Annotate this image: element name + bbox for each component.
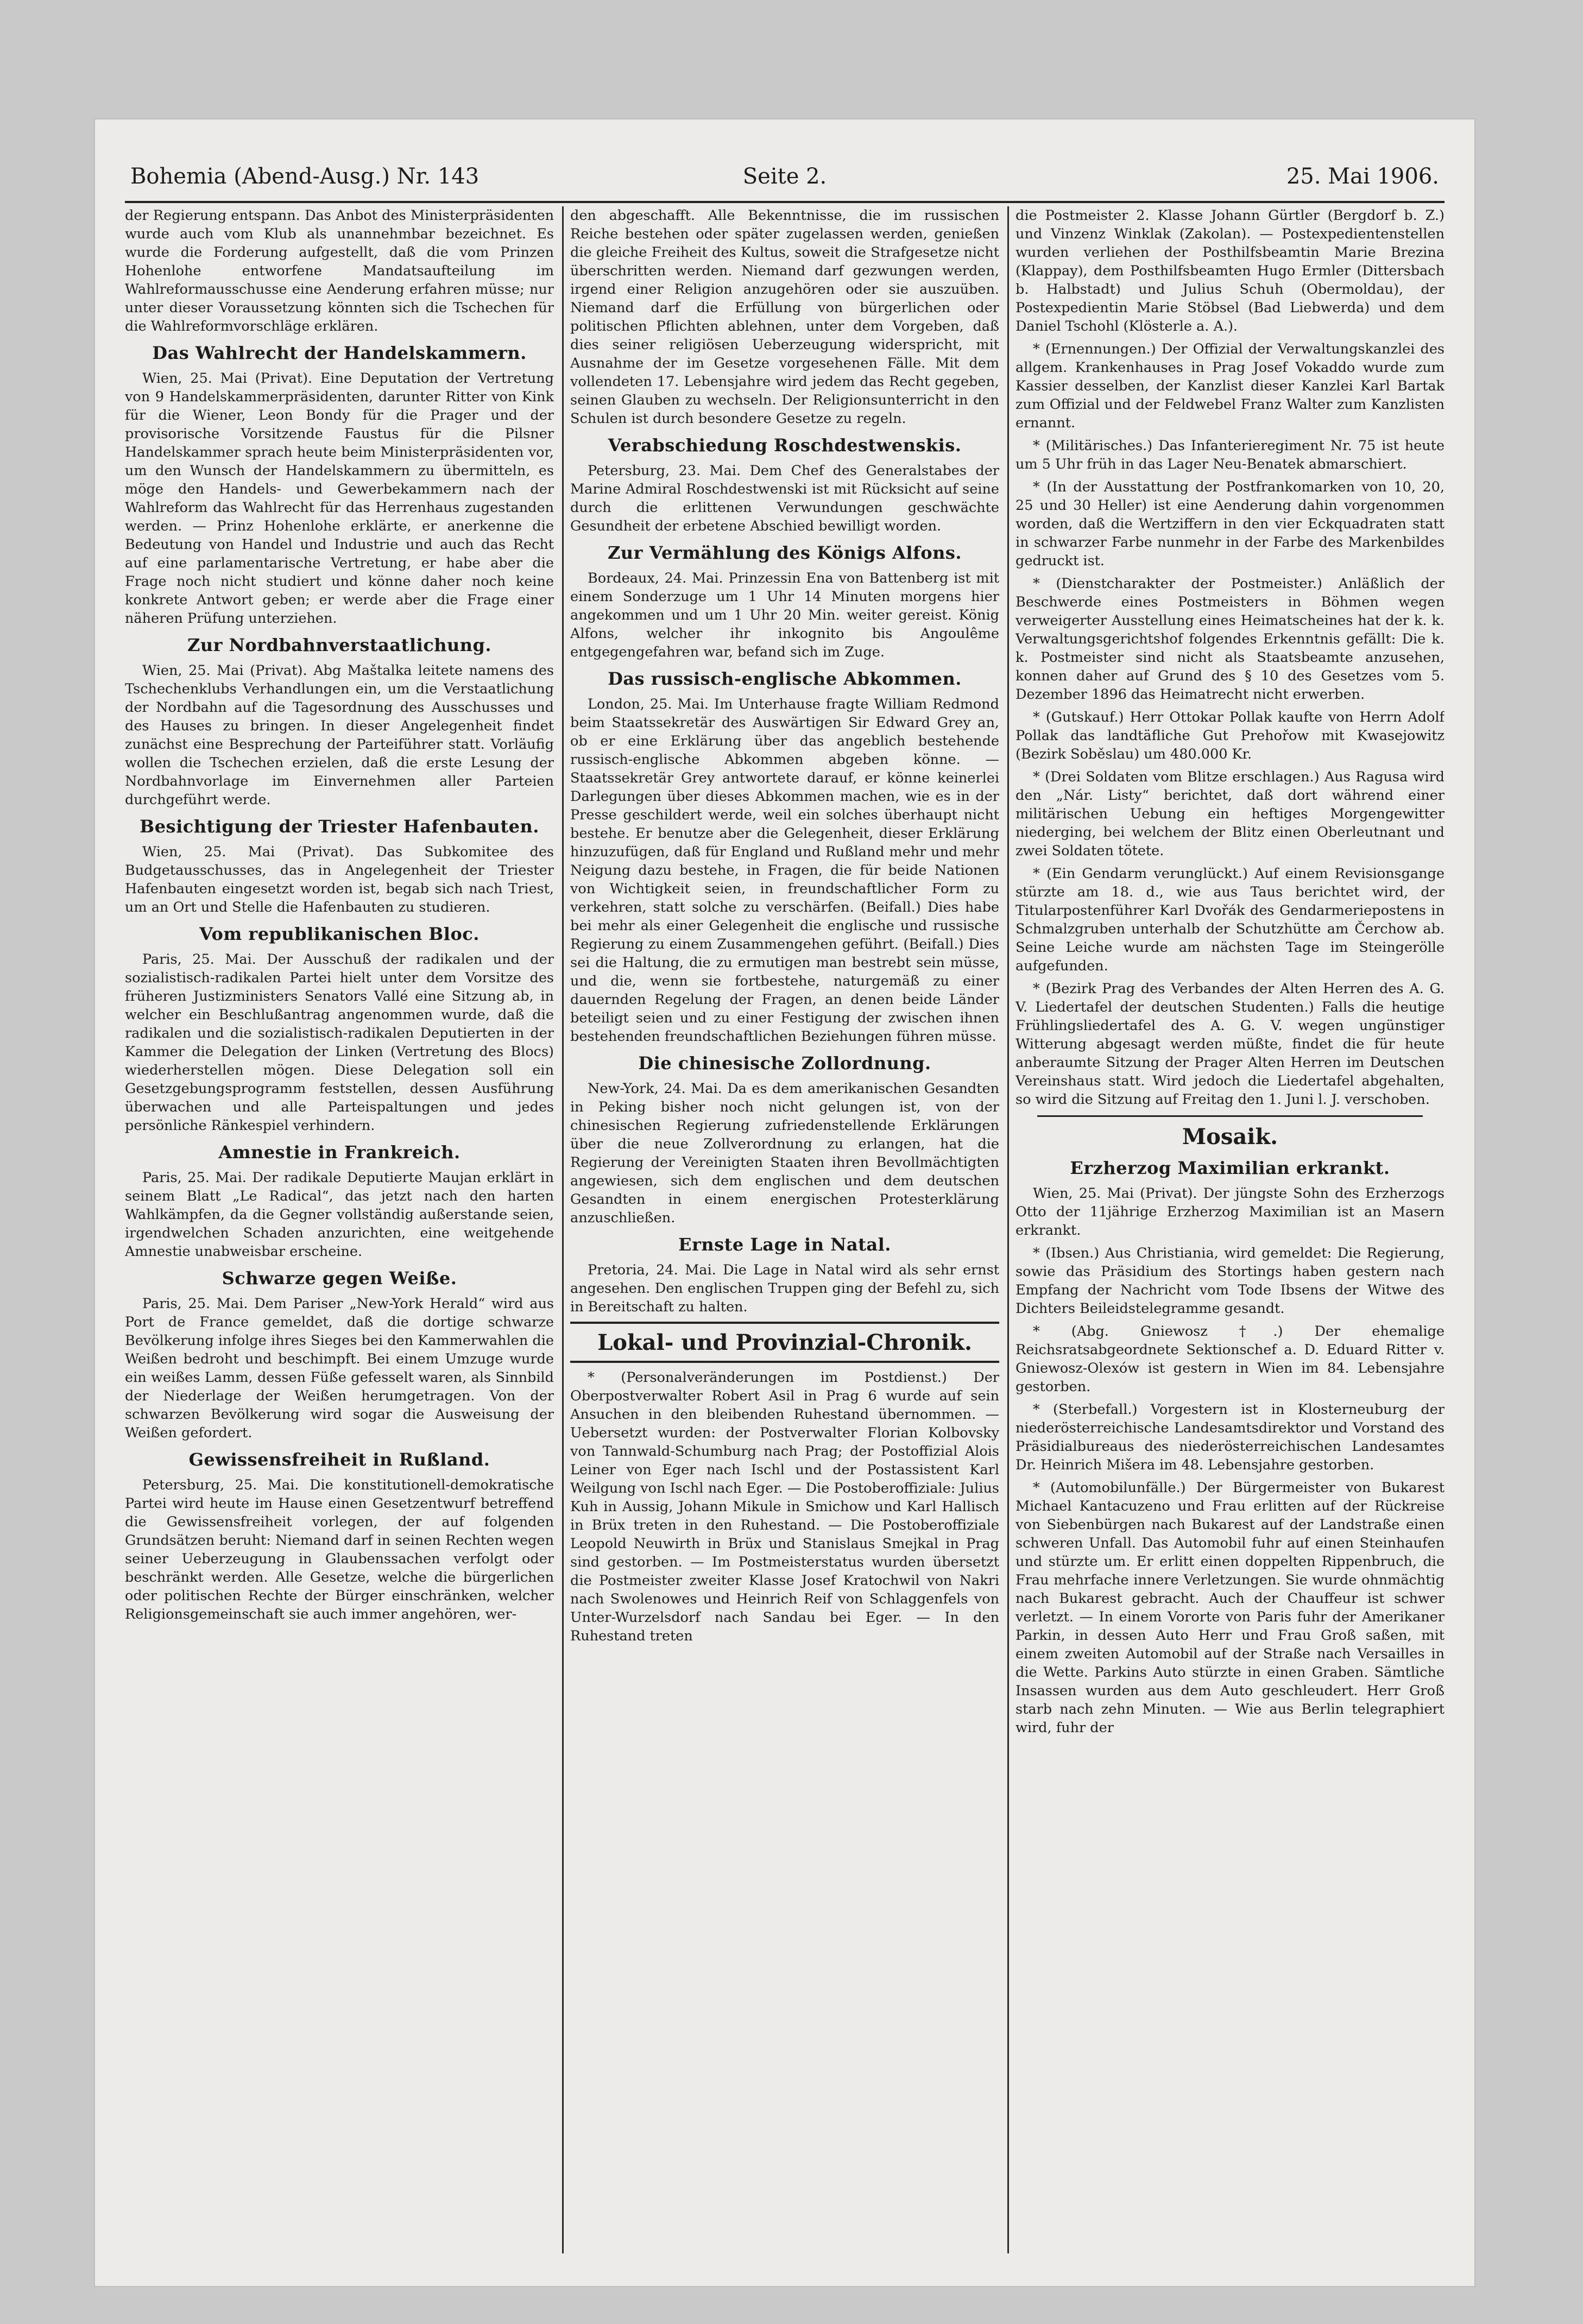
article-paragraph: New-York, 24. Mai. Da es dem amerikanischen Gesandten in Peking bisher noch nicht gelungen ist, von der chinesischen Regierung zufriedenstellende Erklärungen über die neue Zollverordnung zu erlangen, hat die Regierung der Vereinigten Staaten ihren Bevollmächtigten angewiesen, sich dem englischen und dem deutschen Gesandten in einem energischen Protesterklärung anzuschließen. <box>570 1081 999 1226</box>
article-paragraph: * (Ein Gendarm verunglückt.) Auf einem Revisionsgange stürzte am 18. d., wie aus Taus berichtet wird, der Titularpostenführer Karl Dvořák des Gendarmeriepostens in Schmalzgruben unterhalb der Schutzhütte am Čerchow ab. Seine Leiche wurde am nächsten Tage im Steingerölle aufgefunden. <box>1016 866 1445 974</box>
section-divider <box>1037 1115 1423 1117</box>
article-paragraph: Bordeaux, 24. Mai. Prinzessin Ena von Battenberg ist mit einem Sonderzuge um 1 Uhr 14 Minuten morgens hier angekommen und um 1 Uhr 20 Min. weiter gereist. König Alfons, welcher ihr inkognito bis Angoulême entgegengefahren war, befand sich im Zuge. <box>570 570 999 660</box>
article-heading: Das Wahlrecht der Handelskammern. <box>152 343 527 363</box>
newspaper-page <box>95 119 1474 2286</box>
article-paragraph: * (Personalveränderungen im Postdienst.) Der Oberpostverwalter Robert Asil in Prag 6 wurde auf sein Ansuchen in den bleibenden Ruhestand übernommen. — Uebersetzt wurden: der Postverwalter Florian Kolbovsky von Tannwald-Schumburg nach Prag; der Postoffizial Alois Leiner von Eger nach Ischl und der Postassistent Karl Weilgung von Ischl nach Eger. — Die Postoberoffiziale: Julius Kuh in Aussig, Johann Mikule in Smichow und Karl Hallisch in Brüx treten in den Ruhestand. — Die Postoberoffiziale Leopold Neuwirth in Brüx und Stanislaus Smejkal in Prag sind gestorben. — Im Postmeisterstatus wurden übersetzt die Postmeister zweiter Klasse Josef Kratochwil von Nakri nach Swolenowes und Heinrich Reif von Schlaggenfels von Unter-Wurzelsdorf nach Sandau bei Eger. — In den Ruhestand treten <box>570 1369 999 1644</box>
article-paragraph: Wien, 25. Mai (Privat). Das Subkomitee des Budgetausschusses, das in Angelegenheit der Triester Hafenbauten eingesetzt worden ist, begab sich nach Triest, um an Ort und Stelle die Hafenbauten zu studieren. <box>125 844 554 915</box>
article-paragraph: Paris, 25. Mai. Der Ausschuß der radikalen und der sozialistisch-radikalen Partei hielt unter dem Vorsitze des früheren Justizministers Senators Vallé eine Sitzung ab, in welcher ein Beschlußantrag angenommen wurde, daß die radikalen und die sozialistisch-radikalen Deputierten in der Kammer die Delegation der Linken (Vertretung des Blocs) wiederherstellen mögen. Diese Delegation soll ein Gesetzgebungsprogramm feststellen, dessen Ausführung überwachen und alle Parteispaltungen und jedes persönliche Ränkespiel verhindern. <box>125 951 554 1134</box>
masthead-date: 25. Mai 1906. <box>1286 164 1439 189</box>
column-2 <box>570 206 999 2253</box>
article-paragraph: Paris, 25. Mai. Dem Pariser „New-York Herald“ wird aus Port de France gemeldet, daß die dortige schwarze Bevölkerung infolge ihres Sieges bei den Kammerwahlen die Weißen bedroht und beschimpft. Bei einem Umzuge wurde ein weißes Lamm, dessen Füße gefesselt waren, als Sinnbild der Niederlage der Weißen herumgetragen. Von der schwarzen Bevölkerung wird sogar die Ausweisung der Weißen gefordert. <box>125 1296 554 1441</box>
masthead-rule <box>125 201 1445 203</box>
article-paragraph: den abgeschafft. Alle Bekenntnisse, die im russischen Reiche bestehen oder später zugelassen werden, genießen die gleiche Freiheit des Kultus, soweit die Strafgesetze nicht überschritten werden. Niemand darf gezwungen werden, irgend einer Religion anzugehören oder sie auszuüben. Niemand darf die Erfüllung von bürgerlichen oder politischen Pflichten ablehnen, unter dem Vorgeben, daß dies seiner religiösen Ueberzeugung widerspricht, mit Ausnahme der im Gesetze vorgesehenen Fälle. Mit dem vollendeten 17. Lebensjahre wird jedem das Recht gegeben, seinen Glauben zu wechseln. Der Religionsunterricht in den Schulen ist durch besondere Gesetze zu regeln. <box>570 207 999 427</box>
article-paragraph: Pretoria, 24. Mai. Die Lage in Natal wird als sehr ernst angesehen. Den englischen Truppen ging der Befehl zu, sich in Bereitschaft zu halten. <box>570 1262 999 1315</box>
article-paragraph: London, 25. Mai. Im Unterhause fragte William Redmond beim Staatssekretär des Auswärtigen Sir Edward Grey an, ob er eine Erklärung über das angeblich bestehende russisch-englische Abkommen abgeben könne. — Staatssekretär Grey antwortete darauf, er könne keinerlei Darlegungen über dieses Abkommen machen, wie es in der Presse geschildert werde, weil ein solches überhaupt nicht bestehe. Er benutze aber die Gelegenheit, dieser Erklärung hinzuzufügen, daß für England und Rußland mehr und mehr Neigung dazu bestehe, in Fragen, die für beide Nationen von Wichtigkeit seien, in freundschaftlicher Form zu verkehren, statt solche zu verschärfen. (Beifall.) Dies habe bei mehr als einer Gelegenheit die englische und russische Regierung zu einem Zusammengehen geführt. (Beifall.) Dies sei die Haltung, die zu ermutigen man bestrebt sein müsse, und die, wenn sie fortbestehe, naturgemäß zu einer dauernden Regelung der Fragen, an denen beide Länder beteiligt seien und zu einer Festigung der zwischen ihnen bestehenden freundschaftlichen Beziehungen führen müsse. <box>570 696 999 1045</box>
column-divider <box>1007 206 1009 2253</box>
section-header-box <box>570 1322 999 1363</box>
article-paragraph: die Postmeister 2. Klasse Johann Gürtler (Bergdorf b. Z.) und Vinzenz Winklak (Zakolan). — Postexpedientenstellen wurden verliehen der Posthilfsbeamtin Marie Brezina (Klappay), dem Posthilfsbeamten Hugo Ermler (Dittersbach b. Halbstadt) und Julius Schuh (Obermoldau), der Postexpedientin Marie Stöbsel (Bad Liebwerda) und dem Daniel Tschohl (Klösterle a. A.). <box>1016 207 1445 334</box>
article-paragraph: Paris, 25. Mai. Der radikale Deputierte Maujan erklärt in seinem Blatt „Le Radical“, das jetzt nach den harten Wahlkämpfen, da die Gegner vollständig außerstande seien, irgendwelchen Schaden anzurichten, eine weitgehende Amnestie unabweisbar erscheine. <box>125 1170 554 1260</box>
article-paragraph: Wien, 25. Mai (Privat). Der jüngste Sohn des Erzherzogs Otto der 11jährige Erzherzog Maximilian ist an Masern erkrankt. <box>1016 1185 1445 1239</box>
article-heading: Das russisch-englische Abkommen. <box>608 668 962 689</box>
article-paragraph: Petersburg, 23. Mai. Dem Chef des Generalstabes der Marine Admiral Roschdestwenski ist mit Rücksicht auf seine durch die erlittenen Verwundungen geschwächte Gesundheit der erbetene Abschied bewilligt worden. <box>570 463 999 534</box>
article-heading: Zur Vermählung des Königs Alfons. <box>607 542 962 563</box>
article-heading: Schwarze gegen Weiße. <box>222 1268 457 1289</box>
article-heading: Verabschiedung Roschdestwenskis. <box>608 435 962 456</box>
article-heading: Ernste Lage in Natal. <box>678 1234 891 1255</box>
article-paragraph: Wien, 25. Mai (Privat). Eine Deputation der Vertretung von 9 Handelskammerpräsidenten, darunter Ritter von Kink für die Wiener, Leon Bondy für die Prager und der provisorische Vorsitzende Faustus für die Pilsner Handelskammer sprach heute beim Ministerpräsidenten vor, um den Wunsch der Handelskammern zu übermitteln, es möge den Handels- und Gewerbekammern nach der Wahlreform das Wahlrecht für das Herrenhaus zugestanden werden. — Prinz Hohenlohe erklärte, er anerkenne die Bedeutung von Handel und Industrie und auch das Recht auf eine parlamentarische Vertretung, er habe aber die Frage noch nicht studiert und könne daher noch keine konkrete Antwort geben; er werde aber die Frage einer näheren Prüfung unterziehen. <box>125 370 554 627</box>
column-3 <box>1016 206 1445 2253</box>
article-paragraph: * (Dienstcharakter der Postmeister.) Anläßlich der Beschwerde eines Postmeisters in Böhmen wegen verweigerter Ausstellung eines Heimatscheines hat der k. k. Verwaltungsgerichtshof folgendes Erkenntnis gefällt: Die k. k. Postmeister sind nicht als Staatsbeamte anzusehen, konnen daher auf Grund des § 10 des Gesetzes vom 5. Dezember 1896 das Heimatrecht nicht erwerben. <box>1016 576 1445 703</box>
article-paragraph: der Regierung entspann. Das Anbot des Ministerpräsidenten wurde auch vom Klub als unannehmbar bezeichnet. Es wurde die Forderung aufgestellt, daß die vom Prinzen Hohenlohe entworfene Mandatsaufteilung im Wahlreformausschusse eine Aenderung erfahren müsse; nur unter dieser Voraussetzung könnten sich die Tschechen für die Wahlreformvorschläge erklären. <box>125 207 554 334</box>
masthead-title: Bohemia (Abend-Ausg.) Nr. 143 <box>130 164 480 189</box>
article-paragraph: * (Abg. Gniewosz †.) Der ehemalige Reichsratsabgeordnete Sektionschef a. D. Eduard Ritter v. Gniewosz-Olexów ist gestern in Wien im 84. Lebensjahre gestorben. <box>1016 1323 1445 1395</box>
article-paragraph: * (Ernennungen.) Der Offizial der Verwaltungskanzlei des allgem. Krankenhauses in Prag Josef Vokaddo wurde zum Kassier desselben, der Kanzlist dieser Kanzlei Karl Bartak zum Offizial und der Feldwebel Franz Walter zum Kanzlisten ernannt. <box>1016 341 1445 431</box>
columns <box>125 206 1445 2253</box>
article-paragraph: Wien, 25. Mai (Privat). Abg Maštalka leitete namens des Tschechenklubs Verhandlungen ein, um die Verstaatlichung der Nordbahn auf die Tagesordnung des Ausschusses und des Hauses zu bringen. In dieser Angelegenheit findet zunächst eine Besprechung der Parteiführer statt. Vorläufig wollen die Tschechen erzielen, daß die erste Lesung der Nordbahnvorlage im Einvernehmen aller Parteien durchgeführt werde. <box>125 662 554 808</box>
section-heading: Lokal- und Provinzial-Chronik. <box>597 1330 972 1355</box>
masthead-page-number: Seite 2. <box>742 164 827 189</box>
article-paragraph: * (Militärisches.) Das Infanterieregiment Nr. 75 ist heute um 5 Uhr früh in das Lager Neu-Benatek abmarschiert. <box>1016 438 1445 472</box>
article-paragraph: * (Gutskauf.) Herr Ottokar Pollak kaufte von Herrn Adolf Pollak das landtäfliche Gut Prehořow mit Kwasejowitz (Bezirk Soběslau) um 480.000 Kr. <box>1016 709 1445 762</box>
masthead <box>130 157 1439 195</box>
article-heading: Gewissensfreiheit in Rußland. <box>188 1449 490 1470</box>
article-heading: Besichtigung der Triester Hafenbauten. <box>140 816 539 837</box>
article-heading: Amnestie in Frankreich. <box>218 1142 461 1163</box>
article-heading: Die chinesische Zollordnung. <box>638 1053 931 1073</box>
article-heading: Zur Nordbahnverstaatlichung. <box>187 635 492 655</box>
section-heading: Mosaik. <box>1182 1124 1278 1150</box>
article-heading: Erzherzog Maximilian erkrankt. <box>1070 1158 1390 1178</box>
column-divider <box>562 206 564 2253</box>
article-paragraph: * (Automobilunfälle.) Der Bürgermeister von Bukarest Michael Kantacuzeno und Frau erlitten auf der Rückreise von Siebenbürgen nach Bukarest auf der Landstraße einen schweren Unfall. Das Automobil fuhr auf einen Steinhaufen und stürzte um. Er erlitt einen doppelten Rippenbruch, die Frau mehrfache innere Verletzungen. Sie wurde ohnmächtig nach Bukarest gebracht. Auch der Chauffeur ist schwer verletzt. — In einem Vororte von Paris fuhr der Amerikaner Parkin, in dessen Auto Herr und Frau Groß saßen, mit einem zweiten Automobil auf der Straße nach Versailles in die Wette. Parkins Auto stürzte in einen Graben. Sämtliche Insassen wurden aus dem Auto geschleudert. Herr Groß starb nach zehn Minuten. — Wie aus Berlin telegraphiert wird, fuhr der <box>1016 1480 1445 1736</box>
article-paragraph: Petersburg, 25. Mai. Die konstitutionell-demokratische Partei wird heute im Hause einen Gesetzentwurf betreffend die Gewissensfreiheit vorlegen, der auf folgenden Grundsätzen beruht: Niemand darf in seinen Rechten wegen seiner Ueberzeugung in Glaubenssachen verfolgt oder beschränkt werden. Alle Gesetze, welche die bürgerlichen oder politischen Rechte der Bürger einschränken, welcher Religionsgemeinschaft sie auch immer angehören, wer- <box>125 1477 554 1622</box>
article-paragraph: * (Sterbefall.) Vorgestern ist in Klosterneuburg der niederösterreichische Landesamtsdirektor und Vorstand des Präsidialbureaus des niederösterreichischen Landesamtes Dr. Heinrich Mišera im 48. Lebensjahre gestorben. <box>1016 1401 1445 1473</box>
article-paragraph: * (In der Ausstattung der Postfrankomarken von 10, 20, 25 und 30 Heller) ist eine Aenderung dahin vorgenommen worden, daß die Wertziffern in den vier Eckquadraten statt in schwarzer Farbe nunmehr in der Farbe des Markenbildes gedruckt ist. <box>1016 479 1445 569</box>
article-paragraph: * (Ibsen.) Aus Christiania, wird gemeldet: Die Regierung, sowie das Präsidium des Stortings haben gestern nach Empfang der Nachricht vom Tode Ibsens der Witwe des Dichters Beileidstelegramme gesandt. <box>1016 1245 1445 1317</box>
column-1 <box>125 206 554 2253</box>
article-paragraph: * (Bezirk Prag des Verbandes der Alten Herren des A. G. V. Liedertafel der deutschen Studenten.) Falls die heutige Frühlingsliedertafel des A. G. V. wegen ungünstiger Witterung abgesagt werden müßte, findet die für heute anberaumte Sitzung der Prager Alten Herren im Deutschen Vereinshaus statt. Wird jedoch die Liedertafel abgehalten, so wird die Sitzung auf Freitag den 1. Juni l. J. verschoben. <box>1016 981 1445 1108</box>
article-heading: Vom republikanischen Bloc. <box>199 924 480 944</box>
article-paragraph: * (Drei Soldaten vom Blitze erschlagen.) Aus Ragusa wird den „Nár. Listy“ berichtet, daß dort während einer militärischen Uebung ein heftiges Morgengewitter niederging, bei welchem der Blitz einen Oberleutnant und zwei Soldaten tötete. <box>1016 769 1445 859</box>
